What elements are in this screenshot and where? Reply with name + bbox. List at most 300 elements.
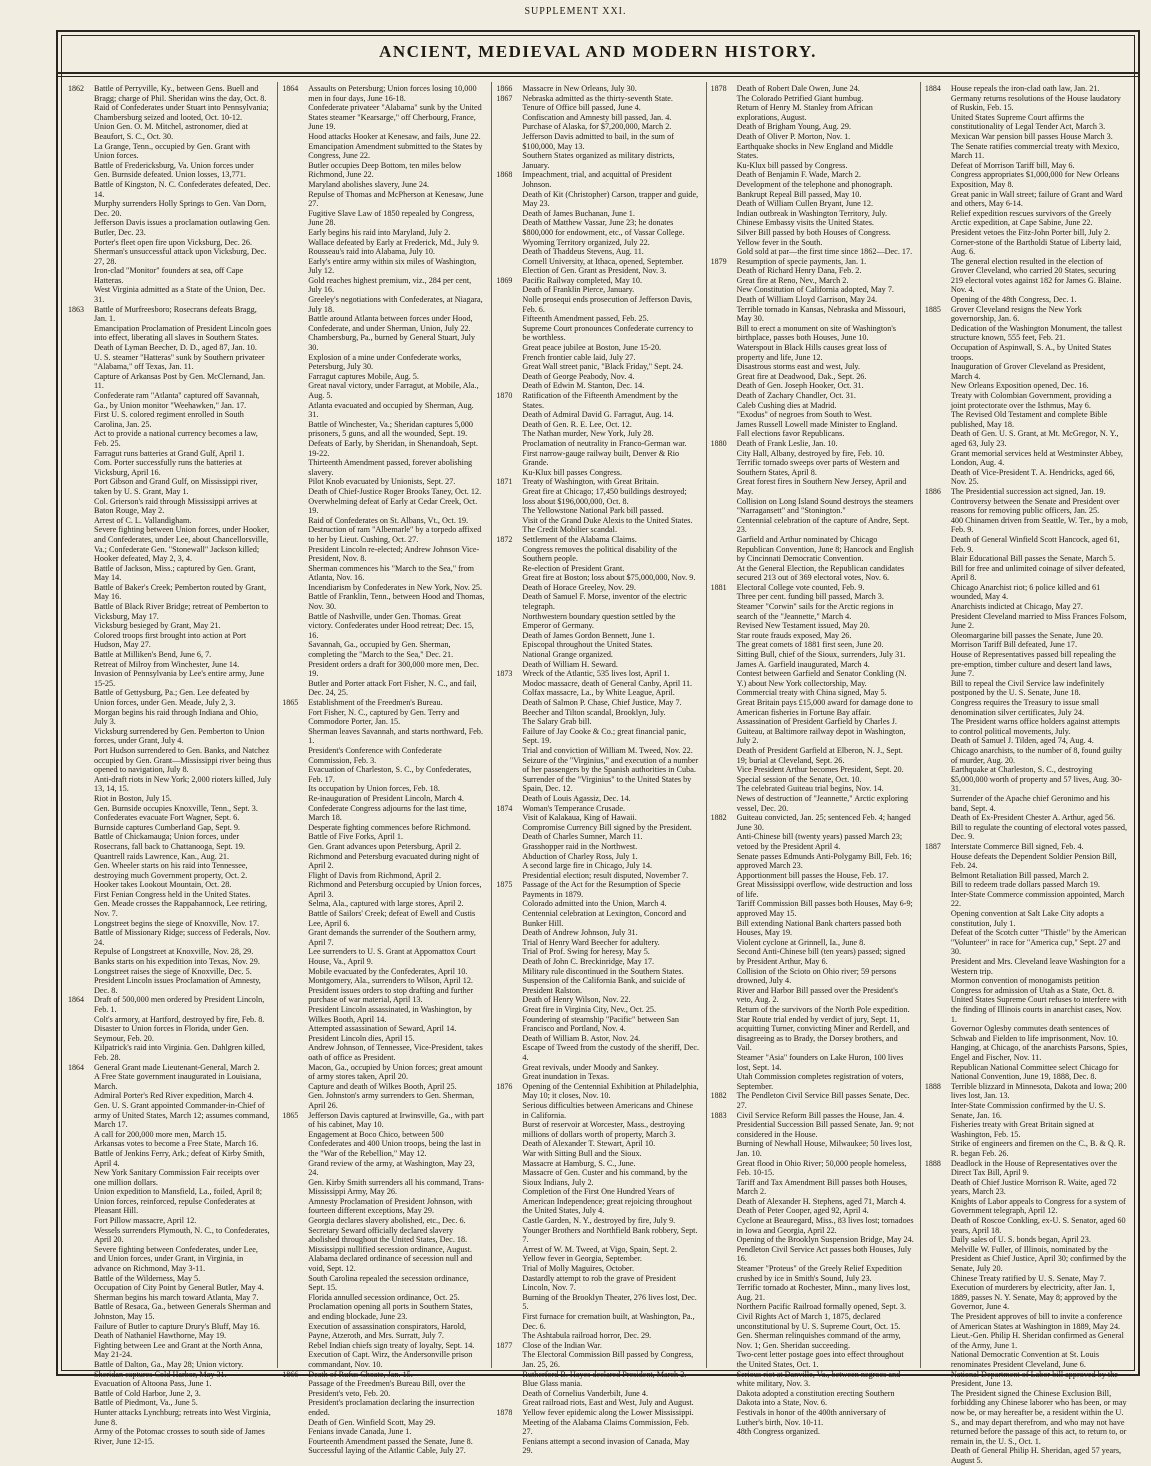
- entry-year: [282, 401, 308, 420]
- history-entry: [496, 1063, 699, 1073]
- entry-text: Desperate fighting commences before Richmond. Battle of Five Forks, April 1.: [308, 822, 471, 842]
- history-entry: [282, 1197, 485, 1216]
- entry-year: [282, 708, 308, 727]
- entry-year: [925, 190, 951, 209]
- entry-year: [282, 967, 308, 977]
- entry-text: Defeat of Morrison Tariff bill, May 6.: [950, 160, 1075, 170]
- entry-year: [282, 516, 308, 526]
- history-entry: [496, 1216, 699, 1226]
- history-entry: [925, 535, 1128, 554]
- history-entry: [711, 477, 914, 496]
- entry-text: Opening of the Centennial Exhibition at Philadelphia, May 10; it closes, Nov. 10.: [522, 1081, 699, 1101]
- entry-text: Sheridan captures Cold Harbor, May 31.: [94, 1369, 227, 1379]
- entry-text: Death of William H. Seward.: [522, 659, 618, 669]
- history-entry: [496, 1264, 699, 1274]
- entry-year: [925, 497, 951, 516]
- entry-year: [68, 1245, 94, 1274]
- entry-text: Garfield and Arthur nominated by Chicago Republican Convention, June 8; Hancock and English by Cincinnati Democratic Convention.: [736, 534, 914, 564]
- entry-year: [496, 190, 522, 209]
- history-entry: [711, 180, 914, 190]
- entry-text: Congress removes the political disability of the Southern people.: [522, 544, 678, 564]
- entry-text: City Hall, Albany, destroyed by fire, Feb. 10.: [736, 448, 885, 458]
- history-entry: [282, 1130, 485, 1159]
- history-entry: [68, 353, 271, 372]
- entry-year: 1866: [496, 84, 513, 93]
- history-entry: [496, 487, 699, 506]
- entry-year: [496, 1293, 522, 1312]
- history-entry: [68, 564, 271, 583]
- entry-text: Capture of Arkansas Post by Gen. McClernand, Jan. 11.: [94, 371, 265, 391]
- entry-text: Ratification of the Fifteenth Amendment by the States.: [522, 391, 678, 410]
- entry-year: [496, 420, 522, 430]
- entry-year: [496, 995, 522, 1005]
- entry-text: Gold reaches highest premium, viz., 284 per cent, July 16.: [308, 275, 472, 295]
- entry-year: [925, 238, 951, 257]
- entry-year: [711, 1005, 737, 1015]
- entry-year: [68, 1283, 94, 1293]
- history-entry: [68, 708, 271, 727]
- entry-text: Morgan begins his raid through Indiana and Ohio, July 3.: [94, 707, 259, 727]
- history-entry: [711, 429, 914, 439]
- entry-text: Earthquake shocks in New England and Middle States.: [736, 141, 894, 161]
- history-entry: [711, 458, 914, 477]
- history-entry: [282, 1370, 485, 1380]
- history-entry: [925, 1283, 1128, 1312]
- entry-year: [282, 487, 308, 497]
- history-entry: [282, 899, 485, 909]
- entry-year: [711, 1408, 737, 1427]
- entry-year: [925, 343, 951, 362]
- entry-year: [68, 142, 94, 161]
- entry-year: [711, 362, 737, 372]
- entry-text: Steamer "Corwin" sails for the Arctic regions in search of the "Jeannette," March 4.: [736, 602, 894, 621]
- entry-text: Tariff and Tax Amendment Bill passes both Houses, March 2.: [736, 1177, 908, 1197]
- entry-text: Gen. Sherman relinquishes command of the army, Nov. 1; Gen. Sheridan succeeding.: [736, 1331, 901, 1350]
- entry-text: Bill to repeal the Civil Service law indefinitely postponed by the U. S. Senate, June 18.: [950, 678, 1105, 698]
- history-entry: [496, 573, 699, 583]
- entry-text: Collision on Long Island Sound destroys the steamers "Narragansett" and "Stonington.": [736, 496, 914, 516]
- history-entry: [496, 113, 699, 123]
- history-entry: [282, 545, 485, 564]
- history-entry: [68, 1389, 271, 1399]
- history-entry: [925, 1331, 1128, 1350]
- history-entry: [925, 765, 1128, 794]
- entry-year: [925, 1274, 951, 1284]
- history-entry: [711, 871, 914, 881]
- history-entry: [68, 305, 271, 324]
- entry-text: Northern Pacific Railroad formally opened, Sept. 3.: [736, 1302, 906, 1312]
- entry-text: Death of Henry Wilson, Nov. 22.: [522, 995, 631, 1005]
- entry-year: [282, 247, 308, 257]
- entry-year: [711, 132, 737, 142]
- history-entry: [68, 1331, 271, 1341]
- history-entry: [711, 295, 914, 305]
- entry-year: [711, 564, 737, 583]
- history-entry: [282, 247, 485, 257]
- entry-year: [68, 1168, 94, 1187]
- entry-year: [496, 238, 522, 248]
- entry-text: Death of William Lloyd Garrison, May 24.: [736, 295, 878, 305]
- entry-year: [496, 487, 522, 506]
- history-entry: [68, 1283, 271, 1293]
- entry-year: [711, 161, 737, 171]
- entry-year: [282, 947, 308, 966]
- entry-text: Lieut.-Gen. Philip H. Sheridan confirmed as General of the Army, June 1.: [950, 1331, 1124, 1350]
- entry-text: President Lincoln assassinated, in Washington, by Wilkes Booth, April 14.: [308, 1005, 472, 1024]
- entry-year: [711, 765, 737, 775]
- entry-text: Disastrous storms east and west, July.: [736, 362, 861, 372]
- history-entry: [496, 525, 699, 535]
- entry-text: Richmond and Petersburg occupied by Union forces, April 3.: [308, 880, 482, 899]
- entry-text: Northwestern boundary question settled by the Emperor of Germany.: [522, 611, 676, 631]
- entry-year: [925, 871, 951, 881]
- entry-year: [925, 1283, 951, 1312]
- entry-text: Early's entire army within six miles of Washington, July 12.: [308, 256, 477, 276]
- history-entry: [496, 103, 699, 113]
- history-entry: [68, 1043, 271, 1062]
- entry-year: 1888: [924, 1081, 941, 1091]
- entry-year: [68, 688, 94, 707]
- history-entry: [711, 1005, 914, 1015]
- entry-year: [496, 103, 522, 113]
- entry-year: [711, 372, 737, 382]
- history-entry: [68, 1322, 271, 1332]
- history-entry: [282, 190, 485, 209]
- history-entry: [496, 727, 699, 746]
- entry-year: [496, 1437, 522, 1456]
- history-entry: [711, 1389, 914, 1408]
- entry-text: Alabama declared ordinance of secession null and void, Sept. 12.: [308, 1254, 473, 1274]
- entry-text: Three per cent. funding bill passed, March 3.: [736, 592, 884, 602]
- entry-year: [925, 928, 951, 957]
- history-entry: [496, 1312, 699, 1331]
- entry-text: Blue Glass mania.: [522, 1379, 583, 1389]
- entry-year: [925, 746, 951, 765]
- history-entry: [711, 257, 914, 267]
- entry-text: Nolle prosequi ends prosecution of Jefferson Davis, Feb. 6.: [522, 295, 693, 314]
- history-entry: [282, 679, 485, 698]
- history-entry: [68, 899, 271, 918]
- entry-year: [496, 295, 522, 314]
- entry-year: [282, 746, 308, 765]
- history-entry: [496, 592, 699, 611]
- entry-year: 1871: [496, 477, 513, 487]
- history-entry: [496, 1120, 699, 1139]
- entry-year: [496, 756, 522, 775]
- entry-text: Battle of Dalton, Ga., May 28; Union victory.: [94, 1359, 244, 1369]
- history-entry: [496, 1245, 699, 1255]
- history-entry: [925, 238, 1128, 257]
- history-entry: [282, 1446, 485, 1456]
- entry-text: Farragut captures Mobile, Aug. 5.: [308, 371, 419, 381]
- entry-year: [282, 1350, 308, 1369]
- entry-text: French frontier cable laid, July 27.: [522, 352, 636, 362]
- history-entry: [68, 497, 271, 516]
- entry-text: Vicksburg besieged by Grant, May 21.: [94, 621, 221, 631]
- entry-text: U. S. steamer "Hatteras" sunk by Southern privateer "Alabama," off Texas, Jan. 11.: [94, 352, 265, 372]
- entry-year: [496, 861, 522, 871]
- entry-year: [68, 429, 94, 448]
- entry-text: Great fire at Deadwood, Dak., Sept. 26.: [736, 371, 867, 381]
- history-entry: [711, 247, 914, 257]
- history-entry: [711, 343, 914, 362]
- entry-year: [496, 122, 522, 132]
- entry-year: [68, 458, 94, 477]
- entry-year: [282, 1130, 308, 1159]
- entry-year: [711, 1120, 737, 1139]
- history-entry: [925, 1159, 1128, 1178]
- entry-year: [68, 1322, 94, 1332]
- entry-year: [711, 621, 737, 631]
- entry-year: 1866: [282, 1369, 299, 1379]
- history-entry: [496, 564, 699, 574]
- entry-text: Establishment of the Freedmen's Bureau.: [308, 698, 443, 707]
- history-column: [921, 82, 1134, 1465]
- history-entry: [711, 535, 914, 564]
- entry-year: [282, 381, 308, 400]
- history-entry: [925, 564, 1128, 583]
- history-entry: [711, 1312, 914, 1331]
- entry-text: The Nathan murder, New York, July 28.: [522, 429, 654, 439]
- history-entry: [496, 381, 699, 391]
- entry-text: President Cleveland married to Miss Frances Folsom, June 2.: [950, 611, 1127, 631]
- history-entry: [68, 976, 271, 995]
- history-entry: [496, 756, 699, 775]
- history-entry: [711, 238, 914, 248]
- entry-year: [68, 1187, 94, 1216]
- entry-text: Mexican War pension bill passes House March 3.: [950, 131, 1113, 141]
- entry-year: [68, 372, 94, 391]
- entry-text: Gen. Kirby Smith surrenders all his command, Trans-Mississippi Army, May 26.: [308, 1177, 484, 1197]
- history-entry: [925, 1216, 1128, 1235]
- entry-text: West Virginia admitted as a State of the Union, Dec. 31.: [94, 285, 266, 305]
- entry-year: [282, 928, 308, 947]
- entry-text: The President signed the Chinese Exclusion Bill, forbidding any Chinese laborer who has been, or may now be, or may hereafter be, a resident within the U. S., and may depart therefrom, and who may not have returned before the passage of this act, to return to, or remain in, the U. S., Oct. 1.: [950, 1388, 1127, 1446]
- entry-year: [496, 717, 522, 727]
- history-entry: [282, 880, 485, 899]
- history-entry: [282, 180, 485, 190]
- entry-year: [925, 995, 951, 1024]
- entry-text: Arrest of C. L. Vallandigham.: [94, 515, 192, 525]
- history-entry: [925, 1274, 1128, 1284]
- history-entry: [711, 1072, 914, 1091]
- history-entry: [282, 477, 485, 487]
- entry-text: Grand review of the army, at Washington, May 23, 24.: [308, 1158, 475, 1178]
- entry-text: President vetoes the Fitz-John Porter bill, July 2.: [950, 227, 1111, 237]
- entry-year: [711, 305, 737, 324]
- entry-text: Senate passes Edmunds Anti-Polygamy Bill, Feb. 16; approved March 23.: [736, 851, 912, 871]
- history-entry: [496, 852, 699, 862]
- entry-year: [925, 1063, 951, 1082]
- history-entry: [496, 285, 699, 295]
- entry-year: [496, 583, 522, 593]
- entry-year: [711, 1072, 737, 1091]
- entry-year: [925, 257, 951, 295]
- entry-text: Emancipation Proclamation of President Lincoln goes into effect, liberating all slaves in Southern States.: [94, 323, 272, 343]
- entry-year: [496, 957, 522, 967]
- entry-text: New York Sanitary Commission Fair receipts over one million dollars.: [94, 1168, 260, 1187]
- entry-text: Nebraska admitted as the thirty-seventh State.: [522, 93, 673, 103]
- entry-text: Raid of Confederates on St. Albans, Vt., Oct. 19.: [308, 515, 469, 525]
- entry-text: Andrew Johnson, of Tennessee, Vice-President, takes oath of office as President.: [308, 1043, 483, 1062]
- history-entry: [496, 545, 699, 564]
- history-entry: [925, 698, 1128, 717]
- entry-year: [282, 612, 308, 641]
- entry-year: [282, 420, 308, 439]
- entry-year: [925, 640, 951, 650]
- entry-year: [496, 525, 522, 535]
- entry-year: [68, 861, 94, 880]
- entry-year: [711, 880, 737, 899]
- history-entry: [496, 122, 699, 132]
- entry-year: [711, 1331, 737, 1350]
- entry-year: [925, 631, 951, 641]
- entry-text: Re-election of President Grant.: [522, 563, 625, 573]
- entry-text: Assassination of President Garfield by Charles J. Guiteau, at Baltimore railway depot in Washington, July 2.: [736, 717, 906, 746]
- entry-text: Proclamation of neutrality in Franco-German war.: [522, 438, 687, 448]
- entry-text: Death of Benjamin F. Wade, March 2.: [736, 170, 861, 180]
- entry-text: Military rule discontinued in the Southern States.: [522, 966, 684, 976]
- history-entry: [496, 1418, 699, 1437]
- entry-text: Pacific Railway completed, May 10.: [522, 275, 643, 285]
- entry-year: [711, 986, 737, 1005]
- entry-year: [711, 458, 737, 477]
- entry-text: Sherman's unsuccessful attack upon Vicksburg, Dec. 27, 28.: [94, 247, 267, 266]
- history-entry: [711, 103, 914, 122]
- entry-year: [282, 1034, 308, 1044]
- entry-text: The Credit Mobilier scandal.: [522, 525, 617, 535]
- history-entry: [496, 151, 699, 170]
- history-entry: [282, 161, 485, 180]
- entry-text: Terrific tornado sweeps over parts of Western and Southern States, April 8.: [736, 458, 900, 477]
- history-entry: [282, 1245, 485, 1255]
- entry-year: [925, 295, 951, 305]
- entry-year: [282, 257, 308, 276]
- entry-text: Inter-State Commission confirmed by the U. S. Senate, Jan. 16.: [950, 1100, 1106, 1120]
- history-entry: [282, 986, 485, 1005]
- entry-year: [496, 1389, 522, 1399]
- entry-year: [925, 1370, 951, 1389]
- entry-text: Dakota adopted a constitution erecting Southern Dakota into a State, Nov. 6.: [736, 1388, 895, 1408]
- entry-year: [711, 285, 737, 295]
- entry-year: [711, 640, 737, 650]
- entry-text: Gen. Grant advances upon Petersburg, April 2.: [308, 841, 462, 851]
- history-entry: [282, 487, 485, 497]
- entry-year: [282, 564, 308, 583]
- entry-year: [496, 1331, 522, 1341]
- history-entry: [496, 928, 699, 938]
- entry-text: Battle of Winchester, Va.; Sheridan captures 5,000 prisoners, 5 guns, and all the wounded, Sept. 19.: [308, 419, 473, 439]
- history-entry: [282, 852, 485, 871]
- history-entry: [925, 602, 1128, 612]
- entry-text: Chicago anarchists, to the number of 8, found guilty of murder, Aug. 20.: [950, 745, 1122, 765]
- entry-year: [925, 1350, 951, 1369]
- entry-year: [282, 804, 308, 823]
- entry-year: [925, 362, 951, 381]
- entry-text: Port Gibson and Grand Gulf, on Mississippi river, taken by U. S. Grant, May 1.: [94, 477, 258, 496]
- history-entry: [496, 1168, 699, 1187]
- entry-text: Arkansas votes to become a Free State, March 16.: [94, 1139, 259, 1149]
- history-entry: [282, 1082, 485, 1092]
- history-entry: [711, 794, 914, 813]
- entry-year: [496, 1168, 522, 1187]
- entry-year: [282, 477, 308, 487]
- history-entry: [68, 861, 271, 880]
- entry-year: [711, 238, 737, 248]
- entry-year: [496, 1139, 522, 1149]
- history-entry: [711, 1120, 914, 1139]
- entry-year: [68, 976, 94, 995]
- entry-year: [496, 113, 522, 123]
- entry-year: [925, 468, 951, 487]
- history-entry: [496, 1139, 699, 1149]
- history-entry: [925, 612, 1128, 631]
- entry-text: Death of Brigham Young, Aug. 29.: [736, 122, 852, 132]
- entry-text: Rousseau's raid into Alabama, July 10.: [308, 247, 435, 257]
- entry-text: Presidential Succession Bill passed Senate, Jan. 9; not considered in the House.: [736, 1120, 914, 1139]
- history-entry: [711, 621, 914, 631]
- entry-year: [68, 161, 94, 180]
- entry-year: [711, 266, 737, 276]
- entry-year: [925, 1024, 951, 1043]
- entry-year: [282, 238, 308, 248]
- history-entry: [282, 794, 485, 804]
- entry-year: [711, 170, 737, 180]
- entry-year: [711, 1245, 737, 1264]
- entry-year: [711, 276, 737, 286]
- entry-text: Gen. Johnston's army surrenders to Gen. Sherman, April 26.: [308, 1091, 475, 1110]
- entry-text: Resumption of specie payments, Jan. 1.: [736, 256, 867, 266]
- history-entry: [496, 218, 699, 237]
- entry-text: Modoc massacre, death of General Canby, April 11.: [522, 678, 693, 688]
- entry-year: [68, 1216, 94, 1226]
- entry-text: Trial of Henry Ward Beecher for adultery.: [522, 937, 660, 947]
- history-entry: [925, 228, 1128, 238]
- entry-text: Massacre in New Orleans, July 30.: [522, 84, 637, 93]
- history-entry: [925, 583, 1128, 602]
- entry-text: Terrible blizzard in Minnesota, Dakota and Iowa; 200 lives lost, Jan. 13.: [950, 1081, 1127, 1101]
- history-entry: [711, 1350, 914, 1369]
- history-entry: [496, 276, 699, 286]
- entry-text: Hanging, at Chicago, of the anarchists Parsons, Spies, Engel and Fischer, Nov. 11.: [950, 1043, 1128, 1062]
- history-entry: [496, 1408, 699, 1418]
- history-entry: [711, 410, 914, 420]
- entry-year: [68, 103, 94, 122]
- history-entry: [68, 1398, 271, 1408]
- entry-year: [711, 1206, 737, 1216]
- history-entry: [711, 142, 914, 161]
- entry-text: Fighting between Lee and Grant at the North Anna, May 21-24.: [94, 1340, 263, 1360]
- entry-text: Mormon convention of monogamists petition Congress for admission of Utah as a State, Oct. 8.: [950, 976, 1115, 995]
- entry-year: [925, 228, 951, 238]
- entry-year: [711, 1370, 737, 1389]
- history-entry: [925, 1446, 1128, 1465]
- history-entry: [68, 1427, 271, 1446]
- entry-text: Death of Matthew Vassar, June 23; he donates $800,000 for endowment, etc., of Vassar College.: [522, 218, 685, 237]
- entry-year: [496, 727, 522, 746]
- entry-year: [711, 775, 737, 785]
- entry-year: [925, 391, 951, 410]
- entry-text: Fifteenth Amendment passed, Feb. 25.: [522, 314, 649, 324]
- entry-year: [496, 688, 522, 698]
- history-entry: [282, 209, 485, 228]
- entry-text: Greeley's negotiations with Confederates, at Niagara, July 18.: [308, 295, 483, 314]
- entry-year: [711, 410, 737, 420]
- history-entry: [711, 372, 914, 382]
- entry-text: James A. Garfield inaugurated, March 4.: [736, 659, 870, 669]
- entry-text: Battle of Cold Harbor, June 2, 3.: [94, 1388, 201, 1398]
- entry-text: Battle of Jenkins Ferry, Ark.; defeat of Kirby Smith, April 4.: [94, 1148, 265, 1168]
